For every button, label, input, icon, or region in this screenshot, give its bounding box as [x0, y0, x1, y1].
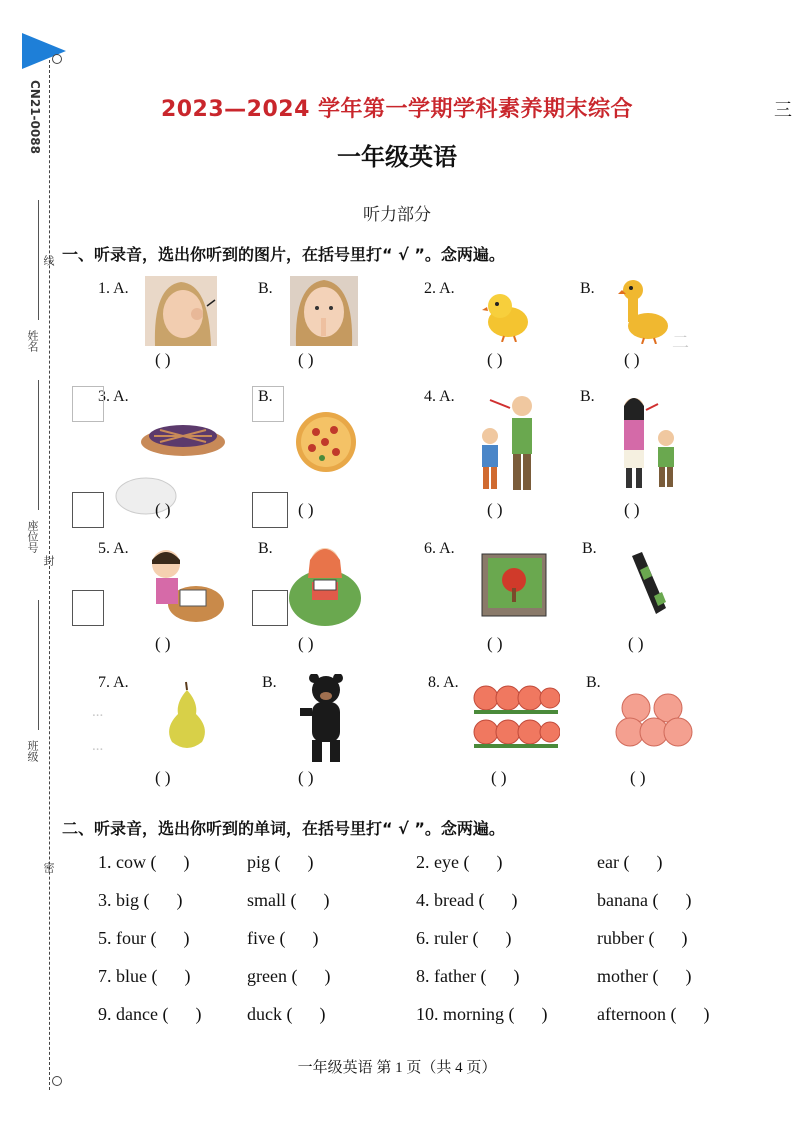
girl-writing-icon: [140, 542, 226, 624]
q1-a-label: 1. A.: [98, 280, 129, 297]
crayon-icon: [626, 552, 670, 616]
pizza-icon: [292, 410, 360, 474]
q4-b-answer[interactable]: ( ): [624, 500, 640, 519]
q5-b-answer[interactable]: ( ): [298, 634, 314, 653]
q2-b-answer[interactable]: ( ): [624, 350, 640, 369]
word-option[interactable]: pig ( ): [247, 852, 314, 872]
ghost-box: [252, 386, 284, 422]
peaches-few-icon: [614, 690, 694, 750]
word-option[interactable]: duck ( ): [247, 1004, 326, 1024]
word-option[interactable]: 7. blue ( ): [98, 966, 191, 986]
ghost-box: [252, 590, 288, 626]
girl-reading-icon: [288, 538, 362, 626]
q3-a-answer[interactable]: ( ): [155, 500, 171, 519]
word-option[interactable]: 4. bread ( ): [416, 890, 518, 910]
class-field-line: [38, 600, 39, 730]
q8-b-label: B.: [586, 674, 601, 691]
word-option[interactable]: 3. big ( ): [98, 890, 183, 910]
word-option[interactable]: 1. cow ( ): [98, 852, 190, 872]
ghost-text: 二: [672, 333, 689, 352]
paper-code: CN21-0088: [28, 80, 42, 154]
word-option[interactable]: rubber ( ): [597, 928, 688, 948]
q6-b-answer[interactable]: ( ): [628, 634, 644, 653]
q8-a-label: 8. A.: [428, 674, 459, 691]
peaches-many-icon: [472, 682, 560, 752]
section1-instruction: 一、听录音，选出你听到的图片，在括号里打“ √ ”。念两遍。: [62, 245, 505, 264]
word-option[interactable]: ear ( ): [597, 852, 663, 872]
q5-a-label: 5. A.: [98, 540, 129, 557]
part-heading: 听力部分: [363, 205, 431, 225]
pear-icon: [162, 680, 212, 750]
page-footer: 一年级英语 第 1 页（共 4 页）: [297, 1060, 497, 1076]
q6-b-label: B.: [582, 540, 597, 557]
margin-label-line: 线: [42, 255, 55, 266]
q7-b-label: B.: [262, 674, 277, 691]
pie-icon: [140, 414, 226, 458]
q6-a-label: 6. A.: [424, 540, 455, 557]
q4-a-answer[interactable]: ( ): [487, 500, 503, 519]
q2-a-label: 2. A.: [424, 280, 455, 297]
word-option[interactable]: five ( ): [247, 928, 319, 948]
exam-subtitle: 一年级英语: [337, 143, 457, 171]
word-option[interactable]: banana ( ): [597, 890, 692, 910]
ghost-text: ...: [92, 704, 104, 720]
q3-b-label: B.: [258, 388, 273, 405]
father-with-children-icon: [470, 388, 552, 494]
word-option[interactable]: mother ( ): [597, 966, 692, 986]
q8-a-answer[interactable]: ( ): [491, 768, 507, 787]
ghost-box: [72, 590, 104, 626]
margin-label-seal: 封: [42, 555, 55, 566]
girl-touching-nose-icon: [145, 276, 217, 346]
ghost-box: [252, 492, 288, 528]
ring-icon: [52, 54, 62, 64]
corner-char: 三: [774, 100, 792, 121]
word-option[interactable]: green ( ): [247, 966, 331, 986]
margin-label-class: 班级: [26, 740, 39, 762]
margin-label-seat: 座位号: [26, 520, 39, 553]
word-option[interactable]: 2. eye ( ): [416, 852, 503, 872]
word-option[interactable]: 8. father ( ): [416, 966, 520, 986]
section2-instruction: 二、听录音，选出你听到的单词，在括号里打“ √ ”。念两遍。: [62, 819, 505, 838]
q3-b-answer[interactable]: ( ): [298, 500, 314, 519]
word-option[interactable]: 10. morning ( ): [416, 1004, 548, 1024]
bear-icon: [296, 674, 356, 764]
q4-a-label: 4. A.: [424, 388, 455, 405]
corner-flag-icon: [22, 33, 66, 69]
word-option[interactable]: 6. ruler ( ): [416, 928, 512, 948]
q5-a-answer[interactable]: ( ): [155, 634, 171, 653]
word-option[interactable]: afternoon ( ): [597, 1004, 710, 1024]
girl-pointing-mouth-icon: [290, 276, 358, 346]
q5-b-label: B.: [258, 540, 273, 557]
q3-a-label: 3. A.: [98, 388, 129, 405]
q7-b-answer[interactable]: ( ): [298, 768, 314, 787]
q1-b-label: B.: [258, 280, 273, 297]
chick-icon: [482, 290, 532, 342]
q2-a-answer[interactable]: ( ): [487, 350, 503, 369]
q6-a-answer[interactable]: ( ): [487, 634, 503, 653]
mother-with-child-icon: [612, 390, 686, 490]
margin-label-name: 姓名: [26, 330, 39, 352]
q7-a-answer[interactable]: ( ): [155, 768, 171, 787]
word-option[interactable]: 5. four ( ): [98, 928, 190, 948]
ghost-text: ...: [92, 738, 104, 754]
word-option[interactable]: 9. dance ( ): [98, 1004, 202, 1024]
ghost-box: [72, 492, 104, 528]
ghost-box: [72, 386, 104, 422]
q7-a-label: 7. A.: [98, 674, 129, 691]
exam-title: 2023—2024 学年第一学期学科素养期末综合: [160, 97, 634, 122]
q8-b-answer[interactable]: ( ): [630, 768, 646, 787]
margin-label-secret: 密: [42, 862, 55, 873]
q1-a-answer[interactable]: ( ): [155, 350, 171, 369]
book-icon: [478, 550, 550, 622]
duck-icon: [618, 278, 670, 344]
q2-b-label: B.: [580, 280, 595, 297]
seat-field-line: [38, 380, 39, 510]
q4-b-label: B.: [580, 388, 595, 405]
q1-b-answer[interactable]: ( ): [298, 350, 314, 369]
ring-icon: [52, 1076, 62, 1086]
word-option[interactable]: small ( ): [247, 890, 330, 910]
